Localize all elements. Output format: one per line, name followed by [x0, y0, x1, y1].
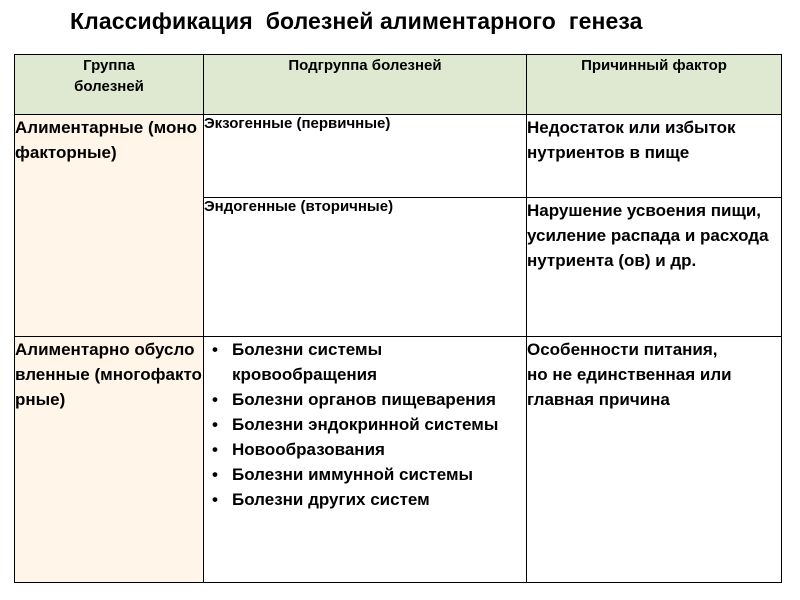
- header-cause: Причинный фактор: [527, 55, 782, 115]
- cause-multifactor: Особенности питания, но не единственная или главная причина: [527, 337, 782, 583]
- header-subgroup: Подгруппа болезней: [204, 55, 527, 115]
- subgroup-endogenous: Эндогенные (вторичные): [204, 198, 527, 337]
- header-row: [15, 55, 782, 115]
- list-item: • Болезни эндокринной системы: [212, 412, 526, 437]
- subgroup-exogenous: Экзогенные (первичные): [204, 115, 527, 198]
- list-item: • Болезни органов пищеварения: [212, 387, 526, 412]
- cause-exogenous: Недостаток или избыток нутриентов в пище: [527, 115, 782, 198]
- group-alimentary: Алиментарные (монофакторные): [15, 115, 204, 337]
- group-alimentary-conditioned: Алиментарно обусловленные (многофакторные): [15, 337, 204, 583]
- table-row: [15, 115, 782, 198]
- list-item: • Новообразования: [212, 437, 526, 462]
- table-row: [15, 337, 782, 583]
- slide-title: Классификация болезней алиментарного генеза: [70, 8, 643, 34]
- classification-table: [14, 54, 782, 583]
- cause-endogenous: Нарушение усвоения пищи, усиление распада и расхода нутриента (ов) и др.: [527, 198, 782, 337]
- list-item: • Болезни иммунной системы: [212, 462, 526, 487]
- header-group: Группа болезней: [15, 55, 204, 115]
- list-item: • Болезни системы кровообращения: [212, 337, 526, 387]
- disease-list-cell: [204, 337, 527, 583]
- disease-list: [204, 337, 526, 512]
- list-item: • Болезни других систем: [212, 487, 526, 512]
